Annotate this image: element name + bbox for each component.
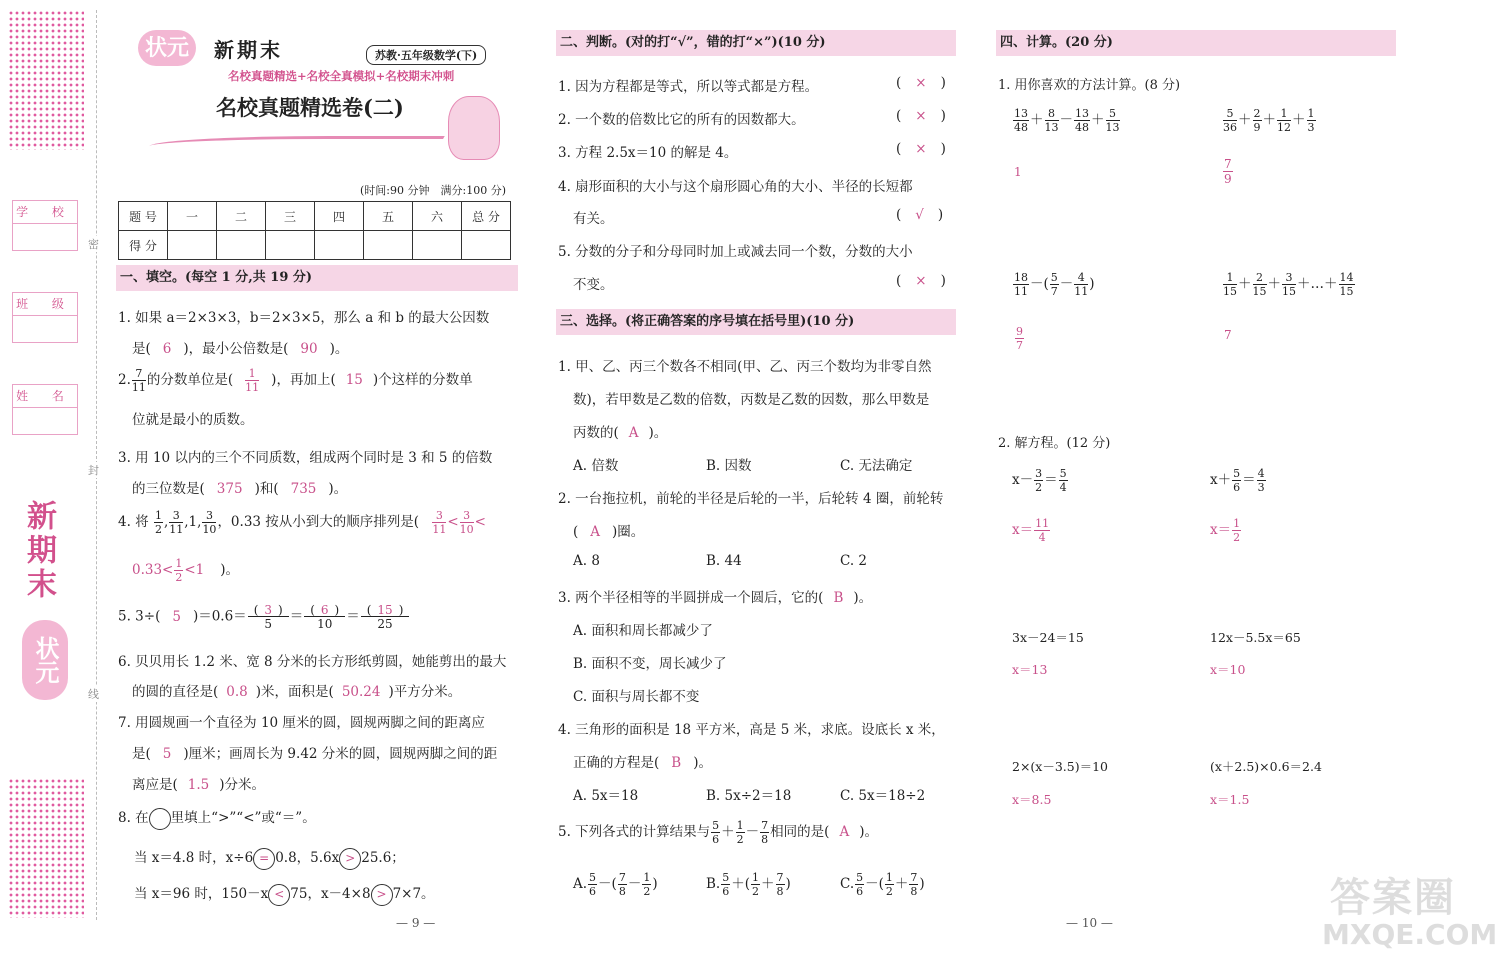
time-note: (时间:90 分钟 满分:100 分) (360, 184, 506, 197)
s1-q4-line1: 4. 将 $\frac{1}{2}$ , $\frac{3}{11}$ ,1, $\frac{3}{10}$ ，0.33 按从小到大的顺序排列是( $\frac{3}{11}$ < $\frac{3}{10}$ < (118, 509, 486, 536)
s3-q1-opt-b[interactable]: B. 因数 (706, 458, 752, 474)
score-head-1: 一 (168, 202, 217, 231)
s2-item-3: 3. 方程 2.5x＝10 的解是 4。 (558, 145, 738, 161)
vertical-brand: 新期末 (21, 500, 56, 602)
s1-q4-line2: 0.33< $\frac{1}{2}$ <1 )。 (132, 557, 240, 584)
s3-q4-line2: 正确的方程是( B )。 (573, 755, 712, 771)
answer-compass-1[interactable]: 5 (162, 746, 172, 762)
s2-item-4-line2: 有关。 (573, 211, 614, 227)
brand-title: 新期末 (214, 38, 283, 62)
s3-q3-opt-a[interactable]: A. 面积和周长都减少了 (573, 623, 713, 639)
mascot-figure (448, 96, 500, 160)
answer-divisor[interactable]: 5 (172, 608, 181, 625)
s2-item-1: 1. 因为方程都是等式，所以等式都是方程。 (558, 79, 819, 95)
equation-5: 2×(x－3.5)＝10 (1012, 759, 1109, 774)
s3-q2-opt-c[interactable]: C. 2 (840, 553, 868, 569)
s3-q3-line1: 3. 两个半径相等的半圆拼成一个圆后，它的( B )。 (558, 590, 873, 606)
s1-q1-line1: 1. 如果 a＝2×3×3，b＝2×3×5，那么 a 和 b 的最大公因数 (118, 310, 490, 326)
s3-q4-opt-c[interactable]: C. 5x＝18÷2 (840, 788, 926, 804)
s3-q1-opt-c[interactable]: C. 无法确定 (840, 458, 913, 474)
calc-1-answer[interactable]: 1 (1014, 165, 1022, 179)
s3-q4-opt-b[interactable]: B. 5x÷2＝18 (706, 788, 792, 804)
s1-q3-line2: 的三位数是( 375 )和( 735 )。 (132, 481, 348, 497)
school-field[interactable]: 学 校 (12, 200, 78, 251)
s3-q1-line2: 数)，若甲数是乙数的倍数，丙数是乙数的因数，那么甲数是 (573, 392, 930, 408)
s2-answer-3[interactable]: ( × ) (896, 141, 946, 157)
s1-q1-line2: 是( 6 )，最小公倍数是( 90 )。 (132, 341, 349, 357)
compare-circle[interactable]: > (339, 848, 361, 870)
s3-q1-line1: 1. 甲、乙、丙三个数各不相同(甲、乙、丙三个数均为非零自然 (558, 359, 932, 375)
name-field[interactable]: 姓 名 (12, 384, 78, 435)
s3-q5-line1: 5. 下列各式的计算结果与 $\frac{5}{6}$ ＋ $\frac{1}{2}$ － $\frac{7}{8}$ 相同的是( A )。 (558, 819, 878, 846)
score-cell[interactable] (413, 231, 462, 260)
logo-badge: 状元 (138, 30, 196, 66)
calc-1: $\frac{13}{48}$ ＋ $\frac{8}{13}$ － $\frac{13}{48}$ ＋ $\frac{5}{13}$ (1014, 107, 1120, 134)
seal-mark-mi: 密 (88, 238, 99, 251)
section2-title: 二、判断。(对的打“√”，错的打“×”)(10 分) (556, 30, 956, 56)
answer-order-part1[interactable]: $\frac{3}{11}$ < $\frac{3}{10}$ < (432, 509, 486, 536)
equation-1-answer[interactable]: x＝ $\frac{11}{4}$ (1012, 517, 1050, 544)
score-table (118, 201, 511, 260)
section1-title: 一、填空。(每空 1 分,共 19 分) (116, 265, 518, 291)
equation-2-answer[interactable]: x＝ $\frac{1}{2}$ (1210, 517, 1241, 544)
answer-unit[interactable]: $\frac{1}{11}$ (245, 367, 260, 394)
answer-diameter[interactable]: 0.8 (226, 684, 248, 700)
s1-q7-line3: 离应是( 1.5 )分米。 (132, 777, 266, 793)
s4-sub1: 1. 用你喜欢的方法计算。(8 分) (998, 78, 1181, 93)
class-field[interactable]: 班 级 (12, 292, 78, 343)
s1-q7-line2: 是( 5 )厘米；画周长为 9.42 分米的圆，圆规两脚之间的距 (132, 746, 498, 762)
s3-q2-opt-b[interactable]: B. 44 (706, 553, 742, 569)
score-head-0: 题 号 (119, 202, 168, 231)
s2-item-4-line1: 4. 扇形面积的大小与这个扇形圆心角的大小、半径的长短都 (558, 179, 913, 195)
answer-375[interactable]: 375 (216, 481, 243, 497)
watermark-url: MXQE.COM (1322, 918, 1498, 951)
edition-tag: 苏教·五年级数学(下) (366, 45, 486, 65)
s3-q2-line1: 2. 一台拖拉机，前轮的半径是后轮的一半，后轮转 4 圈，前轮转 (558, 491, 944, 507)
score-cell[interactable] (217, 231, 266, 260)
s1-q8-row2: 当 x＝96 时，150－x < 75，x－4×8 > 7×7。 (134, 882, 435, 906)
logo-badge-side: 状元 (22, 620, 68, 700)
s2-answer-1[interactable]: ( × ) (896, 75, 946, 91)
circle-icon (149, 808, 171, 830)
equation-2: x＋ $\frac{5}{6}$ ＝ $\frac{4}{3}$ (1210, 467, 1265, 494)
s3-q3-opt-c[interactable]: C. 面积与周长都不变 (573, 689, 700, 705)
s1-q6-line1: 6. 贝贝用长 1.2 米、宽 8 分米的长方形纸剪圆，她能剪出的最大 (118, 654, 507, 670)
dot-pattern-bottom (8, 778, 84, 918)
s3-q3-opt-b[interactable]: B. 面积不变，周长减少了 (573, 656, 727, 672)
s1-q2-line1: 2. $\frac{7}{11}$ 的分数单位是( $\frac{1}{11}$ )，再加上( 15 )个这样的分数单 (118, 367, 473, 394)
equation-1: x－ $\frac{3}{2}$ ＝ $\frac{5}{4}$ (1012, 467, 1067, 494)
equation-6: (x＋2.5)×0.6＝2.4 (1210, 759, 1322, 774)
score-cell[interactable] (462, 231, 511, 260)
s3-answer-4[interactable]: B (671, 755, 682, 771)
score-head-3: 三 (266, 202, 315, 231)
calc-3-answer[interactable]: $\frac{9}{7}$ (1016, 325, 1023, 352)
s3-q4-line1: 4. 三角形的面积是 18 平方米，高是 5 米，求底。设底长 x 米， (558, 722, 945, 738)
s2-item-2: 2. 一个数的倍数比它的所有的因数都大。 (558, 112, 805, 128)
score-head-5: 五 (364, 202, 413, 231)
s1-q5: 5. 3÷( 5 )＝0.6＝ $\frac{( 3 )}{5}$ ＝ $\frac{( 6 )}{10}$ ＝ $\frac{( 15 )}{25}$ (118, 604, 410, 630)
equation-3-answer[interactable]: x＝13 (1012, 662, 1048, 677)
s3-answer-2[interactable]: A (590, 524, 601, 540)
s2-answer-5[interactable]: ( × ) (896, 273, 946, 289)
answer-count[interactable]: 15 (345, 372, 363, 388)
s3-q4-opt-a[interactable]: A. 5x＝18 (573, 788, 639, 804)
score-head-7: 总 分 (462, 202, 511, 231)
equation-6-answer[interactable]: x＝1.5 (1210, 792, 1250, 807)
equation-4-answer[interactable]: x＝10 (1210, 662, 1246, 677)
calc-2: $\frac{5}{36}$ ＋ $\frac{2}{9}$ ＋ $\frac{1}{12}$ ＋ $\frac{1}{3}$ (1223, 107, 1315, 134)
score-cell[interactable] (266, 231, 315, 260)
score-head-2: 二 (217, 202, 266, 231)
header-swoosh (145, 136, 445, 153)
answer-area[interactable]: 50.24 (341, 684, 381, 700)
score-head-4: 四 (315, 202, 364, 231)
s1-q6-line2: 的圆的直径是( 0.8 )米，面积是( 50.24 )平方分米。 (132, 684, 462, 700)
s2-item-5-line1: 5. 分数的分子和分母同时加上或减去同一个数，分数的大小 (558, 244, 913, 260)
equation-5-answer[interactable]: x＝8.5 (1012, 792, 1052, 807)
s3-q5-opt-a[interactable]: A. $\frac{5}{6}$ －( $\frac{7}{8}$ － $\frac{1}{2}$ ) (573, 871, 658, 898)
page-number-left: — 9 — (396, 916, 436, 930)
s1-q8-title: 8. 在 里填上“>”“<”或“＝”。 (118, 806, 316, 830)
exam-title: 名校真题精选卷(二) (216, 95, 404, 120)
s3-q5-opt-c[interactable]: C. $\frac{5}{6}$ －( $\frac{1}{2}$ ＋ $\frac{7}{8}$ ) (840, 871, 925, 898)
dot-pattern-top (8, 10, 84, 150)
equation-3: 3x－24＝15 (1012, 630, 1084, 645)
compare-circle[interactable]: > (371, 884, 393, 906)
s2-item-5-line2: 不变。 (573, 277, 614, 293)
equation-4: 12x－5.5x＝65 (1210, 630, 1301, 645)
s1-q3-line1: 3. 用 10 以内的三个不同质数，组成两个同时是 3 和 5 的倍数 (118, 450, 493, 466)
calc-4-answer[interactable]: 7 (1224, 328, 1232, 342)
s2-answer-2[interactable]: ( × ) (896, 108, 946, 124)
seal-mark-feng: 封 (88, 464, 99, 477)
score-cell[interactable] (364, 231, 413, 260)
score-cell[interactable] (168, 231, 217, 260)
s3-q1-line3: 丙数的( A )。 (573, 425, 668, 441)
compare-circle[interactable]: = (253, 848, 275, 870)
answer-lcm[interactable]: 90 (300, 341, 318, 357)
calc-2-answer[interactable]: $\frac{7}{9}$ (1224, 157, 1232, 186)
answer-735[interactable]: 735 (290, 481, 317, 497)
seal-mark-xian: 线 (88, 688, 99, 701)
s3-q2-opt-a[interactable]: A. 8 (573, 553, 600, 569)
s3-answer-5[interactable]: A (839, 824, 850, 840)
s1-q8-row1: 当 x＝4.8 时，x÷6 = 0.8，5.6x > 25.6； (134, 846, 405, 870)
s3-q2-line2: ( A )圈。 (573, 524, 645, 540)
score-row-label: 得 分 (119, 231, 168, 260)
section3-title: 三、选择。(将正确答案的序号填在括号里)(10 分) (556, 309, 956, 335)
s4-sub2: 2. 解方程。(12 分) (998, 436, 1111, 451)
s2-answer-4[interactable]: ( √ ) (896, 207, 944, 223)
s1-q2-line2: 位就是最小的质数。 (132, 412, 254, 428)
calc-4: $\frac{1}{15}$ ＋ $\frac{2}{15}$ ＋ $\frac{3}{15}$ ＋…＋ $\frac{14}{15}$ (1223, 271, 1354, 298)
watermark-logo: 答案圈 (1330, 875, 1456, 921)
s3-answer-3[interactable]: B (833, 590, 844, 606)
score-cell[interactable] (315, 231, 364, 260)
s3-q1-opt-a[interactable]: A. 倍数 (573, 458, 619, 474)
answer-order-part2[interactable]: 0.33< $\frac{1}{2}$ <1 (132, 557, 205, 584)
calc-3: $\frac{18}{11}$ －( $\frac{5}{7}$ － $\frac{4}{11}$ ) (1014, 271, 1095, 298)
page-number-right: — 10 — (1066, 916, 1113, 930)
answer-compass-2[interactable]: 1.5 (187, 777, 210, 793)
tagline: 名校真题精选+名校全真模拟+名校期末冲刺 (228, 69, 455, 83)
score-head-6: 六 (413, 202, 462, 231)
section4-title: 四、计算。(20 分) (996, 30, 1396, 56)
s3-q5-opt-b[interactable]: B. $\frac{5}{6}$ ＋( $\frac{1}{2}$ ＋ $\frac{7}{8}$ ) (706, 871, 791, 898)
s1-q7-line1: 7. 用圆规画一个直径为 10 厘米的圆，圆规两脚之间的距离应 (118, 715, 485, 731)
answer-gcd[interactable]: 6 (162, 341, 172, 357)
s3-answer-1[interactable]: A (628, 425, 639, 441)
compare-circle[interactable]: < (268, 884, 290, 906)
